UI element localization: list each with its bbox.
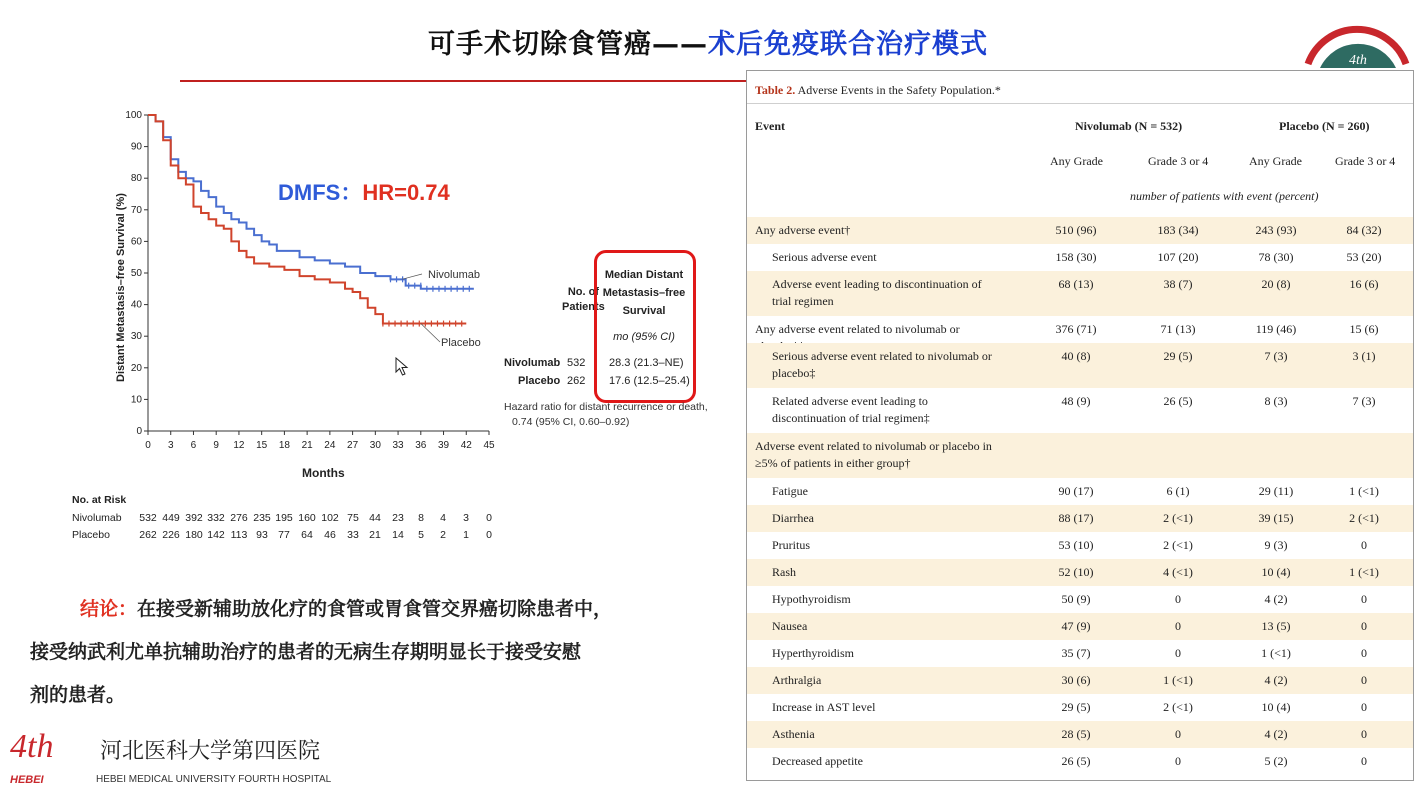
hazard-ratio-line1: Hazard ratio for distant recurrence or death, bbox=[504, 401, 708, 413]
median-col1-header-l2: Patients bbox=[562, 301, 605, 313]
event-value: 0 bbox=[1361, 619, 1367, 633]
y-tick-label: 70 bbox=[130, 204, 142, 216]
event-value: 68 (13) bbox=[1058, 277, 1094, 291]
svg-text:4th: 4th bbox=[1349, 53, 1367, 68]
event-name: Decreased appetite bbox=[772, 754, 863, 768]
event-value: 0 bbox=[1361, 700, 1367, 714]
risk-cell: 226 bbox=[162, 529, 180, 541]
risk-cell: 195 bbox=[275, 512, 293, 524]
x-tick-label: 24 bbox=[324, 440, 336, 451]
y-tick-label: 40 bbox=[130, 299, 142, 311]
risk-cell: 180 bbox=[185, 529, 203, 541]
median-col2-header-l1: Median Distant bbox=[604, 269, 684, 281]
event-value: 39 (15) bbox=[1258, 511, 1294, 525]
risk-row-name: Placebo bbox=[72, 529, 110, 541]
event-name: Adverse event leading to discontinuation of trial regimen bbox=[772, 277, 982, 308]
y-tick-label: 100 bbox=[125, 110, 142, 121]
risk-cell: 23 bbox=[392, 512, 404, 524]
risk-cell: 8 bbox=[418, 512, 424, 524]
event-value: 1 (<1) bbox=[1349, 484, 1379, 498]
x-tick-label: 6 bbox=[190, 440, 197, 451]
x-tick-label: 9 bbox=[213, 440, 219, 451]
event-value: 29 (11) bbox=[1258, 484, 1294, 498]
km-x-axis-label: Months bbox=[302, 466, 345, 480]
event-value: 47 (9) bbox=[1061, 619, 1091, 633]
event-name: Related adverse event leading to discontinuation of trial regimen‡ bbox=[772, 394, 930, 425]
x-tick-label: 0 bbox=[145, 440, 151, 451]
x-tick-label: 45 bbox=[483, 440, 495, 451]
risk-row-name: Nivolumab bbox=[72, 512, 122, 524]
risk-cell: 4 bbox=[440, 512, 446, 524]
event-name: Nausea bbox=[772, 619, 808, 633]
risk-cell: 33 bbox=[347, 529, 359, 541]
event-value: 4 (2) bbox=[1264, 592, 1288, 606]
x-tick-label: 42 bbox=[460, 440, 472, 451]
risk-cell: 142 bbox=[207, 529, 225, 541]
conclusion-text bbox=[30, 588, 730, 717]
event-value: 0 bbox=[1175, 646, 1181, 660]
risk-cell: 3 bbox=[463, 512, 469, 524]
event-value: 10 (4) bbox=[1261, 700, 1291, 714]
event-value: 10 (4) bbox=[1261, 565, 1291, 579]
dmfs-key: DMFS： bbox=[278, 180, 363, 205]
x-tick-label: 21 bbox=[301, 440, 313, 451]
nivolumab-leader bbox=[402, 274, 422, 279]
median-col2-header-l3: Survival bbox=[622, 305, 666, 317]
km-curve-placebo bbox=[148, 115, 466, 324]
event-value: 0 bbox=[1175, 727, 1181, 741]
event-value: 20 (8) bbox=[1261, 277, 1291, 291]
event-name: Asthenia bbox=[772, 727, 815, 741]
event-value: 183 (34) bbox=[1157, 223, 1199, 237]
event-value: 53 (20) bbox=[1346, 250, 1382, 264]
y-tick-label: 0 bbox=[136, 426, 142, 437]
event-value: 35 (7) bbox=[1061, 646, 1091, 660]
event-value: 29 (5) bbox=[1163, 349, 1193, 363]
event-value: 0 bbox=[1361, 592, 1367, 606]
event-value: 4 (2) bbox=[1264, 727, 1288, 741]
risk-cell: 44 bbox=[369, 512, 381, 524]
x-tick-label: 27 bbox=[347, 440, 359, 451]
x-tick-label: 15 bbox=[256, 440, 268, 451]
risk-cell: 77 bbox=[278, 529, 290, 541]
event-value: 4 (<1) bbox=[1163, 565, 1193, 579]
mouse-cursor-icon bbox=[395, 357, 409, 377]
risk-cell: 332 bbox=[207, 512, 225, 524]
risk-row-placebo bbox=[72, 529, 492, 546]
risk-cell: 64 bbox=[301, 529, 313, 541]
median-col2-header-l2: Metastasis–free bbox=[602, 287, 686, 299]
event-value: 90 (17) bbox=[1058, 484, 1094, 498]
risk-cell: 102 bbox=[321, 512, 339, 524]
slide-title-part1: 可手术切除食管癌—— bbox=[428, 29, 708, 60]
hospital-seal-logo bbox=[1300, 20, 1410, 68]
risk-cell: 14 bbox=[392, 529, 404, 541]
event-value: 0 bbox=[1361, 754, 1367, 768]
event-value: 38 (7) bbox=[1163, 277, 1193, 291]
x-tick-label: 30 bbox=[369, 440, 381, 451]
table-title-rest: Adverse Events in the Safety Population.* bbox=[795, 83, 1001, 97]
event-name: Any adverse event† bbox=[755, 223, 851, 237]
table-title-rule bbox=[747, 103, 1413, 104]
event-name: Any adverse event related to nivolumab or bbox=[755, 322, 960, 336]
median-row-value: 28.3 (21.3–NE) bbox=[609, 357, 684, 369]
km-survival-chart bbox=[60, 100, 510, 460]
y-tick-label: 10 bbox=[130, 394, 142, 406]
x-tick-label: 3 bbox=[167, 440, 174, 451]
risk-cell: 0 bbox=[486, 529, 492, 541]
risk-cell: 21 bbox=[369, 529, 381, 541]
risk-cell: 235 bbox=[253, 512, 271, 524]
event-value: 243 (93) bbox=[1255, 223, 1297, 237]
event-name: Hyperthyroidism bbox=[772, 646, 854, 660]
slide-title-part2: 术后免疫联合治疗模式 bbox=[708, 29, 988, 60]
km-lines bbox=[148, 115, 474, 342]
units-note: number of patients with event (percent) bbox=[1130, 189, 1319, 203]
col-header-any-grade-nivo: Any Grade bbox=[1050, 154, 1103, 168]
y-tick-label: 80 bbox=[130, 173, 142, 185]
median-highlight-box bbox=[594, 250, 696, 403]
event-value: 15 (6) bbox=[1349, 322, 1379, 336]
event-value: 0 bbox=[1361, 673, 1367, 687]
event-name: Adverse event related to nivolumab or placebo in ≥5% of patients in either group† bbox=[755, 439, 992, 470]
median-row-n bbox=[567, 354, 585, 390]
event-value: 0 bbox=[1361, 538, 1367, 552]
event-value: 3 (1) bbox=[1352, 349, 1376, 363]
hospital-name-en: HEBEI MEDICAL UNIVERSITY FOURTH HOSPITAL bbox=[96, 774, 332, 785]
number-at-risk-table bbox=[72, 494, 492, 546]
title-underline bbox=[180, 80, 748, 82]
event-name: Rash bbox=[772, 565, 796, 579]
event-value: 28 (5) bbox=[1061, 727, 1091, 741]
event-name: Diarrhea bbox=[772, 511, 814, 525]
y-tick-label: 30 bbox=[130, 331, 142, 343]
event-value: 0 bbox=[1361, 727, 1367, 741]
event-value: 1 (<1) bbox=[1163, 673, 1193, 687]
y-tick-label: 50 bbox=[130, 268, 142, 279]
table-title-prefix: Table 2. bbox=[755, 83, 796, 97]
event-value: 84 (32) bbox=[1346, 223, 1382, 237]
event-value: 52 (10) bbox=[1058, 565, 1094, 579]
event-value: 53 (10) bbox=[1058, 538, 1094, 552]
median-col1-header-l1: No. of bbox=[567, 286, 599, 298]
event-name: Hypothyroidism bbox=[772, 592, 851, 606]
event-value: 1 (<1) bbox=[1349, 565, 1379, 579]
hospital-name-cn: 河北医科大学第四医院 bbox=[100, 739, 321, 764]
event-value: 78 (30) bbox=[1258, 250, 1294, 264]
median-row-names bbox=[504, 354, 560, 390]
km-series-label-nivolumab: Nivolumab bbox=[428, 269, 480, 281]
event-value: 119 (46) bbox=[1255, 322, 1297, 336]
hazard-ratio-line2: 0.74 (95% CI, 0.60–0.92) bbox=[512, 416, 630, 428]
event-value: 9 (3) bbox=[1264, 538, 1288, 552]
event-value: 5 (2) bbox=[1264, 754, 1288, 768]
dmfs-hr-label bbox=[278, 176, 450, 207]
table-title bbox=[755, 83, 1001, 98]
event-name: Arthralgia bbox=[772, 673, 822, 687]
event-value: 158 (30) bbox=[1055, 250, 1097, 264]
event-value: 7 (3) bbox=[1264, 349, 1288, 363]
event-name: Increase in AST level bbox=[772, 700, 876, 714]
col-header-any-grade-placebo: Any Grade bbox=[1249, 154, 1302, 168]
risk-cell: 46 bbox=[324, 529, 336, 541]
risk-row-nivolumab bbox=[72, 512, 492, 529]
col-header-event: Event bbox=[755, 119, 785, 133]
event-value: 376 (71) bbox=[1055, 322, 1097, 336]
median-row-n-value: 262 bbox=[567, 375, 586, 387]
median-col2-sub: mo (95% CI) bbox=[613, 331, 675, 343]
risk-cell: 449 bbox=[162, 512, 180, 524]
event-value: 0 bbox=[1361, 646, 1367, 660]
event-value: 0 bbox=[1175, 619, 1181, 633]
km-series-label-placebo: Placebo bbox=[441, 337, 481, 349]
event-name: Serious adverse event bbox=[772, 250, 877, 264]
risk-cell: 276 bbox=[230, 512, 248, 524]
x-tick-label: 36 bbox=[415, 440, 427, 451]
median-row-n-value: 532 bbox=[567, 357, 586, 369]
hazard-ratio-note bbox=[504, 400, 708, 430]
event-value: 29 (5) bbox=[1061, 700, 1091, 714]
x-tick-label: 33 bbox=[392, 440, 404, 451]
conclusion-line1: 在接受新辅助放化疗的食管或胃食管交界癌切除患者中， bbox=[137, 598, 613, 620]
col-header-placebo: Placebo (N = 260) bbox=[1279, 119, 1370, 133]
event-value: 13 (5) bbox=[1261, 619, 1291, 633]
risk-cell: 2 bbox=[440, 529, 446, 541]
conclusion-line2: 接受纳武利尤单抗辅助治疗的患者的无病生存期明显长于接受安慰 bbox=[30, 641, 582, 663]
hr-value: HR=0.74 bbox=[362, 180, 450, 205]
risk-table-header: No. at Risk bbox=[72, 494, 127, 506]
event-value: 30 (6) bbox=[1061, 673, 1091, 687]
risk-cell: 5 bbox=[418, 529, 424, 541]
risk-cell: 262 bbox=[139, 529, 157, 541]
event-value: 2 (<1) bbox=[1163, 700, 1193, 714]
col-header-nivolumab: Nivolumab (N = 532) bbox=[1075, 119, 1183, 133]
event-value: 16 (6) bbox=[1349, 277, 1379, 291]
km-y-axis-label: Distant Metastasis–free Survival (%) bbox=[115, 193, 127, 382]
event-value: 107 (20) bbox=[1157, 250, 1199, 264]
event-name: Fatigue bbox=[772, 484, 808, 498]
event-value: 8 (3) bbox=[1264, 394, 1288, 408]
y-tick-label: 20 bbox=[130, 362, 142, 374]
event-value: 26 (5) bbox=[1163, 394, 1193, 408]
risk-cell: 93 bbox=[256, 529, 268, 541]
event-value: 2 (<1) bbox=[1349, 511, 1379, 525]
slide-title bbox=[0, 22, 1416, 61]
col-header-grade34-placebo: Grade 3 or 4 bbox=[1335, 154, 1396, 168]
event-value: 6 (1) bbox=[1166, 484, 1190, 498]
col-header-grade34-nivo: Grade 3 or 4 bbox=[1148, 154, 1209, 168]
event-value: 2 (<1) bbox=[1163, 538, 1193, 552]
event-value: 0 bbox=[1175, 754, 1181, 768]
x-tick-label: 39 bbox=[437, 440, 450, 451]
risk-cell: 392 bbox=[185, 512, 203, 524]
y-tick-label: 90 bbox=[130, 141, 142, 153]
risk-cell: 0 bbox=[486, 512, 492, 524]
logo-4th-mark: 4th bbox=[10, 728, 54, 765]
event-value: 7 (3) bbox=[1352, 394, 1376, 408]
event-value: 71 (13) bbox=[1160, 322, 1196, 336]
median-row-value: 17.6 (12.5–25.4) bbox=[609, 375, 690, 387]
logo-hebei-mark: HEBEI bbox=[10, 774, 44, 786]
adverse-events-table bbox=[746, 70, 1414, 781]
median-row-name: Placebo bbox=[518, 375, 561, 387]
risk-cell: 532 bbox=[139, 512, 157, 524]
event-value: 50 (9) bbox=[1061, 592, 1091, 606]
risk-cell: 160 bbox=[298, 512, 316, 524]
event-value: 2 (<1) bbox=[1163, 511, 1193, 525]
event-value: 48 (9) bbox=[1061, 394, 1091, 408]
event-value: 510 (96) bbox=[1055, 223, 1097, 237]
y-tick-label: 60 bbox=[130, 236, 142, 248]
risk-cell: 113 bbox=[230, 529, 248, 541]
event-value: 88 (17) bbox=[1058, 511, 1094, 525]
event-value: 40 (8) bbox=[1061, 349, 1091, 363]
event-value: 1 (<1) bbox=[1261, 646, 1291, 660]
median-row-name: Nivolumab bbox=[504, 357, 561, 369]
risk-cell: 75 bbox=[347, 512, 359, 524]
conclusion-lead: 结论： bbox=[80, 598, 138, 620]
event-value: 26 (5) bbox=[1061, 754, 1091, 768]
risk-cell: 1 bbox=[463, 529, 469, 541]
event-value: 0 bbox=[1175, 592, 1181, 606]
event-name: Pruritus bbox=[772, 538, 811, 552]
x-tick-label: 12 bbox=[233, 440, 245, 451]
event-name: Serious adverse event related to nivolumab or placebo‡ bbox=[772, 349, 992, 380]
x-tick-label: 18 bbox=[278, 440, 290, 451]
event-value: 4 (2) bbox=[1264, 673, 1288, 687]
conclusion-line3: 剂的患者。 bbox=[30, 684, 126, 706]
